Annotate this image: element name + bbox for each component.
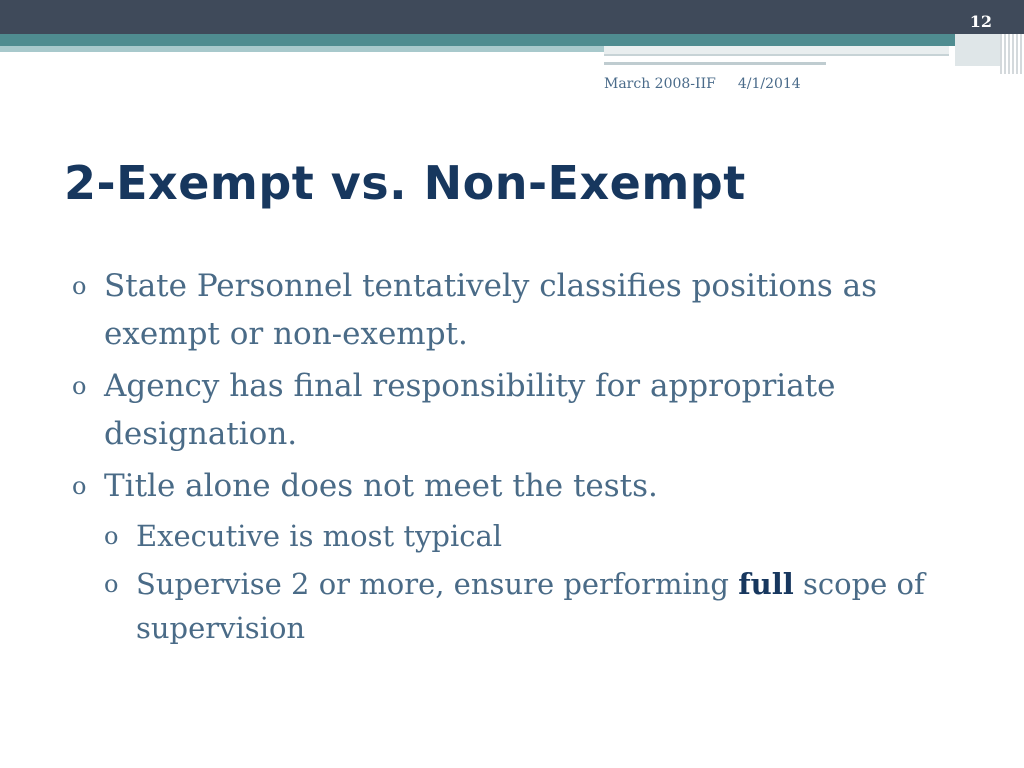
- bullet-marker: o: [104, 522, 119, 550]
- bullet-text: Agency has final responsibility for appropriate designation.: [104, 368, 836, 452]
- slide-title: 2-Exempt vs. Non-Exempt: [64, 156, 746, 210]
- bullet-marker: o: [104, 570, 119, 598]
- bullet-text-pre: Supervise 2 or more, ensure performing: [136, 567, 739, 601]
- bullet-text: Executive is most typical: [136, 519, 503, 553]
- teal-light-band: [0, 46, 604, 52]
- decorative-rule: [604, 46, 949, 56]
- bullet-marker: o: [72, 272, 87, 300]
- teal-band: [0, 34, 1024, 46]
- bullet-list: [72, 262, 982, 654]
- corner-block: [955, 34, 1000, 66]
- bullet-text-bold: full: [738, 567, 794, 601]
- bullet-item: [72, 462, 982, 510]
- bullet-text: Title alone does not meet the tests.: [104, 468, 658, 504]
- top-bar: [0, 0, 1024, 34]
- decorative-rule-short: [604, 62, 826, 65]
- slide-number: 12: [969, 12, 992, 31]
- footer: [604, 76, 801, 92]
- bullet-text: State Personnel tentatively classifies positions as exempt or non-exempt.: [104, 268, 878, 352]
- corner-stripes: [1000, 34, 1024, 74]
- bullet-marker: o: [72, 472, 87, 500]
- bullet-item: [72, 262, 982, 358]
- footer-date: 4/1/2014: [737, 76, 801, 92]
- sub-bullet-item: [72, 514, 982, 558]
- bullet-text-post: scope of supervision: [136, 567, 925, 645]
- bullet-item: [72, 362, 982, 458]
- footer-text: March 2008-IIF: [604, 76, 716, 92]
- sub-bullet-item: [72, 562, 982, 650]
- bullet-marker: o: [72, 372, 87, 400]
